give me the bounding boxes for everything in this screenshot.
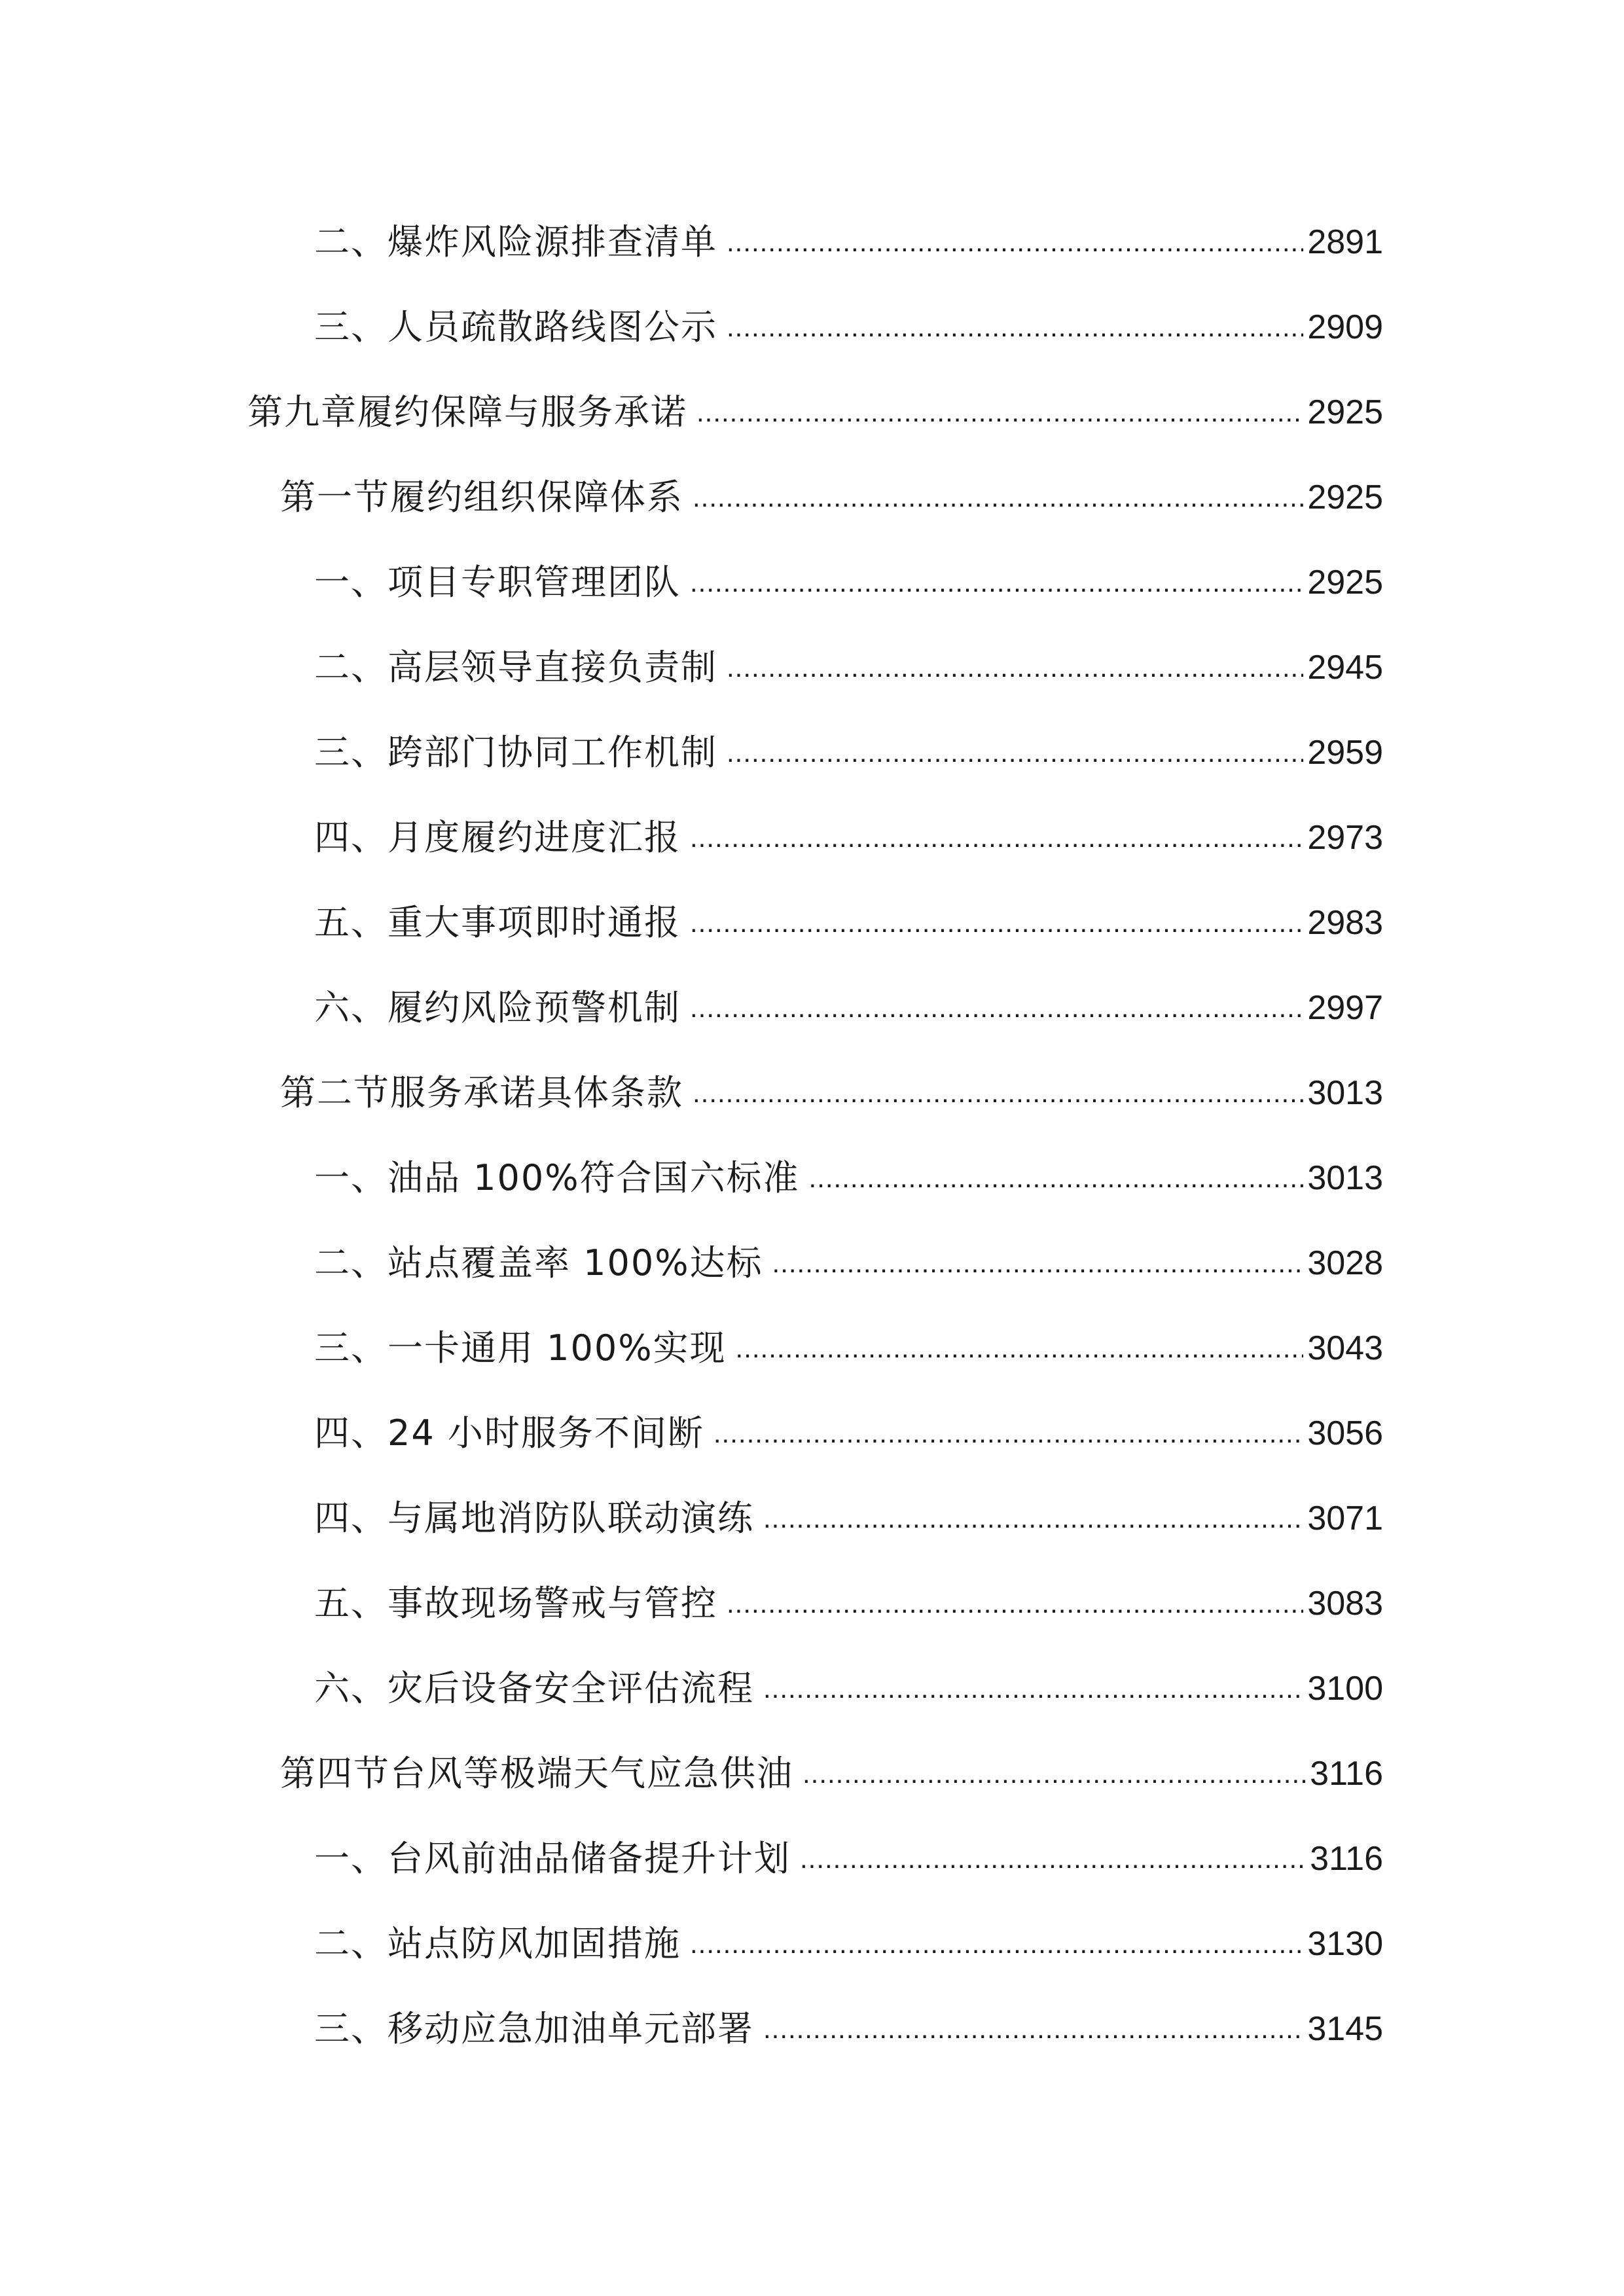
toc-page-number: 3100	[1307, 1670, 1383, 1708]
toc-dot-leader	[690, 987, 1303, 1029]
toc-page-number: 3013	[1307, 1074, 1383, 1112]
toc-page-number: 2925	[1307, 564, 1383, 601]
toc-entry-title: 二、站点防风加固措施	[314, 1923, 681, 1964]
toc-page-number: 3130	[1307, 1925, 1383, 1963]
toc-dot-leader	[727, 732, 1303, 774]
toc-entry-title: 一、油品 100%符合国六标准	[314, 1157, 800, 1198]
toc-entry-title: 三、人员疏散路线图公示	[314, 306, 717, 348]
toc-entry[interactable]	[314, 221, 1383, 263]
toc-entry[interactable]	[314, 2008, 1383, 2050]
toc-page-number: 2909	[1307, 308, 1383, 346]
toc-entry[interactable]	[314, 306, 1383, 348]
toc-page-number: 2973	[1307, 819, 1383, 857]
toc-entry-title: 第九章履约保障与服务承诺	[247, 391, 687, 433]
toc-entry-title: 二、高层领导直接负责制	[314, 647, 717, 688]
toc-dot-leader	[696, 391, 1303, 433]
toc-dot-leader	[693, 476, 1303, 518]
toc-entry[interactable]	[314, 1157, 1383, 1199]
toc-dot-leader	[690, 902, 1303, 944]
toc-entry-title: 第四节台风等极端天气应急供油	[280, 1753, 793, 1794]
toc-page-number: 2997	[1307, 989, 1383, 1027]
toc-dot-leader	[800, 1838, 1306, 1880]
toc-entry[interactable]	[314, 1498, 1383, 1539]
toc-page-number: 3071	[1307, 1499, 1383, 1537]
toc-dot-leader	[809, 1157, 1304, 1199]
toc-entry[interactable]	[314, 732, 1383, 774]
toc-page-number: 3013	[1307, 1159, 1383, 1197]
toc-page-number: 3056	[1307, 1414, 1383, 1452]
toc-page-number: 2983	[1307, 904, 1383, 942]
toc-entry-title: 第二节服务承诺具体条款	[280, 1072, 683, 1113]
toc-page-number: 3145	[1307, 2010, 1383, 2048]
toc-entry-title: 六、灾后设备安全评估流程	[314, 1668, 754, 1709]
toc-dot-leader	[763, 1668, 1303, 1710]
toc-entry-title: 二、爆炸风险源排查清单	[314, 221, 717, 262]
toc-entry-title: 六、履约风险预警机制	[314, 987, 681, 1028]
toc-entry[interactable]	[280, 1072, 1383, 1114]
toc-entry-title: 五、重大事项即时通报	[314, 902, 681, 943]
toc-dot-leader	[727, 1583, 1303, 1624]
toc-page-number: 2959	[1307, 734, 1383, 772]
toc-page-number: 2925	[1307, 393, 1383, 431]
toc-entry[interactable]	[280, 1753, 1383, 1795]
toc-entry[interactable]	[314, 1923, 1383, 1965]
toc-entry[interactable]	[280, 476, 1383, 518]
toc-entry-title: 三、移动应急加油单元部署	[314, 2008, 754, 2049]
toc-dot-leader	[803, 1753, 1306, 1795]
toc-entry[interactable]	[314, 562, 1383, 603]
toc-entry[interactable]	[314, 1668, 1383, 1710]
toc-page-number: 2925	[1307, 478, 1383, 516]
toc-page-number: 3116	[1310, 1840, 1383, 1878]
toc-dot-leader	[763, 1498, 1303, 1539]
toc-entry[interactable]	[314, 817, 1383, 859]
toc-dot-leader	[772, 1242, 1304, 1284]
toc-entry-title: 二、站点覆盖率 100%达标	[314, 1242, 763, 1283]
toc-entry[interactable]	[314, 1838, 1383, 1880]
toc-entry[interactable]	[314, 902, 1383, 944]
toc-dot-leader	[690, 1923, 1303, 1965]
toc-entry[interactable]	[314, 1242, 1383, 1284]
toc-entry[interactable]	[314, 1327, 1383, 1369]
toc-page-number: 2891	[1307, 223, 1383, 261]
toc-dot-leader	[693, 1072, 1303, 1114]
toc-entry-title: 一、项目专职管理团队	[314, 562, 681, 603]
toc-dot-leader	[727, 221, 1303, 263]
toc-entry-title: 三、一卡通用 100%实现	[314, 1327, 727, 1369]
toc-entry-title: 四、24 小时服务不间断	[314, 1412, 704, 1454]
toc-dot-leader	[727, 647, 1303, 689]
toc-entry[interactable]	[314, 987, 1383, 1029]
toc-entry-title: 四、与属地消防队联动演练	[314, 1498, 754, 1539]
toc-dot-leader	[736, 1327, 1304, 1369]
toc-dot-leader	[727, 306, 1303, 348]
toc-page-number: 3083	[1307, 1585, 1383, 1623]
toc-entry[interactable]	[314, 647, 1383, 689]
toc-page-number: 3043	[1307, 1329, 1383, 1367]
toc-entry-title: 四、月度履约进度汇报	[314, 817, 681, 858]
toc-entry-title: 第一节履约组织保障体系	[280, 476, 683, 518]
toc-entry-title: 三、跨部门协同工作机制	[314, 732, 717, 773]
toc-entry[interactable]	[314, 1412, 1383, 1454]
toc-page-number: 3028	[1307, 1244, 1383, 1282]
toc-dot-leader	[690, 817, 1303, 859]
toc-dot-leader	[763, 2008, 1303, 2050]
toc-page-number: 3116	[1310, 1755, 1383, 1793]
toc-dot-leader	[690, 562, 1303, 603]
toc-entry-title: 五、事故现场警戒与管控	[314, 1583, 717, 1624]
toc-entry-title: 一、台风前油品储备提升计划	[314, 1838, 791, 1879]
toc-dot-leader	[713, 1412, 1303, 1454]
toc-entry[interactable]	[247, 391, 1383, 433]
toc-entry[interactable]	[314, 1583, 1383, 1624]
toc-page-number: 2945	[1307, 649, 1383, 687]
